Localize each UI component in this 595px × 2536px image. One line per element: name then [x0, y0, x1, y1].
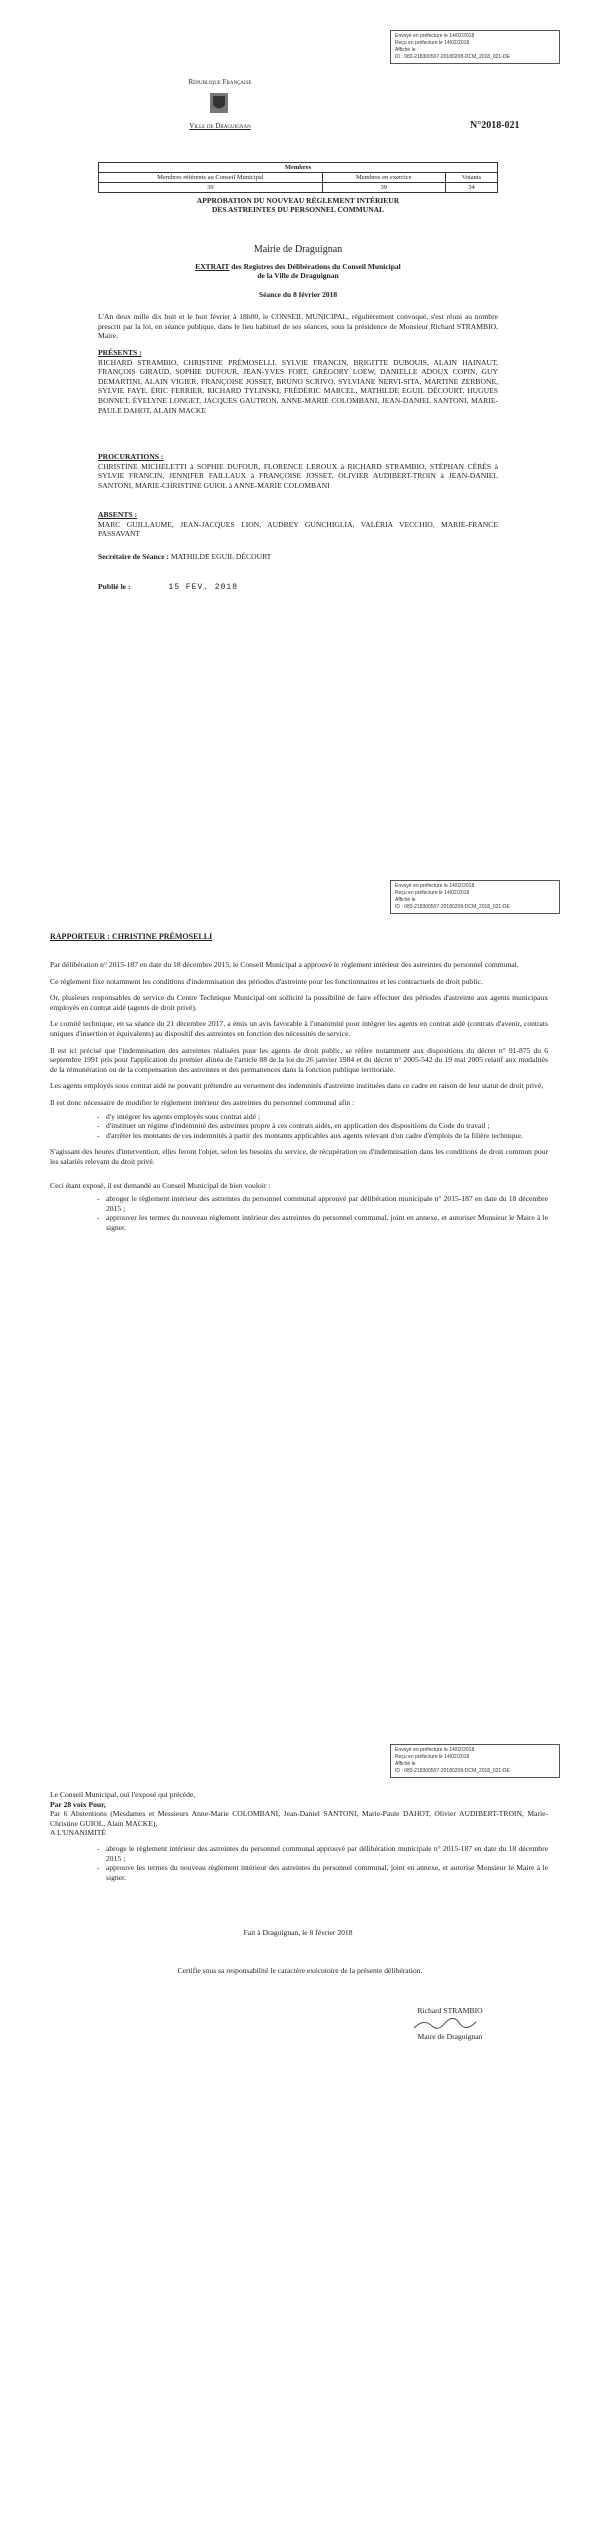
report-paragraph: Il est ici précisé que l'indemnisation des astreintes réalisées pour les agents de droit public, se réfère notamment aux dispositions du décret n° 91-875 du 6 septembre 1991 pris pour l'application du premier alinéa de l'article 88 de la loi du 26 janvier 1984 et du décret n° 2005-542 du 19 mai 2005 relatif aux modalités de la rémunération ou de la compensation des astreintes et des permanences dans la fonction publique territoriale.	[50, 1045, 548, 1074]
members-table	[98, 162, 498, 193]
publie-label: Publié le :	[98, 582, 131, 591]
decision-list	[90, 1844, 548, 1882]
certification-line: Certifie sous sa responsabilité le caractère exécutoire de la présente délibération.	[177, 1966, 423, 1975]
decision-line: Le Conseil Municipal, ouï l'exposé qui précède,	[50, 1790, 196, 1799]
stamp-id: ID : 083-218300507-20180208-DCM_2018_021-DE	[395, 1768, 510, 1774]
stamp-line: Affiché le	[395, 897, 416, 903]
members-header: Membres en exercice	[322, 173, 445, 183]
objectives-list	[90, 1112, 548, 1141]
stamp-id: ID : 083-218300507-20180208-DCM_2018_021-DE	[395, 904, 510, 910]
rapporteur-heading: RAPPORTEUR : CHRISTINE PRÉMOSELLI	[50, 932, 213, 941]
stamp-line: Reçu en préfecture le 14/02/2018	[395, 40, 470, 46]
report-paragraph: Par délibération n° 2015-187 en date du 18 décembre 2015, le Conseil Municipal a approuvé le règlement intérieur des astreintes du personnel communal.	[50, 960, 519, 969]
list-item: - approuver les termes du nouveau règlement intérieur des astreintes du personnel communal, joint en annexe, et autoriser Monsieur le Maire à le signer.	[106, 1213, 548, 1232]
secretaire-label: Secrétaire de Séance :	[98, 552, 169, 561]
members-value: 39	[322, 183, 445, 193]
report-paragraph: Or, plusieurs responsables de service du Centre Technique Municipal ont sollicité la possibilité de faire effectuer des périodes d'astreinte aux agents municipaux employés en contrat aidé (agents de droit privé).	[50, 993, 548, 1012]
list-item: - abroge le règlement intérieur des astreintes du personnel communal approuvé par délibération municipale n° 2015-187 en date du 18 décembre 2015 ;	[106, 1844, 548, 1863]
signer-name: Richard STRAMBIO	[417, 2006, 483, 2015]
list-item: - d'arrêter les montants de ces indemnités à partir des montants applicables aux agents relevant d'un cadre d'emplois de la filière technique.	[106, 1131, 548, 1141]
absents-section	[98, 510, 498, 539]
mairie-heading: Mairie de Draguignan	[253, 244, 343, 255]
publie-date-stamp: 15 FEV. 2018	[168, 583, 238, 592]
report-paragraph: S'agissant des heures d'intervention, elles feront l'objet, selon les besoins du service, de récupération ou d'indemnisation dans les conditions de droit commun pour les salariés relevant du droit privé.	[50, 1147, 548, 1166]
procurations-label: PROCURATIONS :	[98, 452, 164, 461]
members-caption: Membres	[99, 163, 498, 173]
prefecture-stamp	[390, 1744, 560, 1778]
publie-line	[98, 582, 498, 593]
report-paragraph: Il est donc nécessaire de modifier le règlement intérieur des astreintes du personnel communal afin :	[50, 1097, 355, 1107]
report-paragraph: Les agents employés sous contrat aidé ne pouvant prétendre au versement des indemnités d'astreinte instituées dans ce cadre en raison de leur statut de droit privé,	[50, 1081, 544, 1091]
members-header: Membres référents au Conseil Municipal	[99, 173, 323, 183]
report-body	[50, 960, 548, 1232]
report-paragraph: Ce règlement fixe notamment les conditions d'indemnisation des périodes d'astreinte pour les fonctionnaires et les contractuels de droit public.	[50, 976, 483, 986]
republic-label: République Française	[188, 78, 252, 86]
extrait-text-line2: de la Ville de Draguignan	[257, 271, 339, 280]
list-item: - d'y intégrer les agents employés sous contrat aidé ;	[106, 1112, 548, 1122]
secretaire-name: MATHILDE EGUIL DÉCOURT	[170, 552, 272, 561]
list-item: - approuve les termes du nouveau règlement intérieur des astreintes du personnel communal, joint en annexe, et autorise Monsieur le Maire à le signer.	[106, 1863, 548, 1882]
absents-label: ABSENTS :	[98, 510, 138, 519]
seance-date: Séance du 8 février 2018	[258, 290, 338, 299]
stamp-id: ID : 083-218300507-20180208-DCM_2018_021-DE	[395, 54, 510, 60]
signature-block	[380, 2006, 520, 2041]
procurations-list: CHRISTINE MICHELETTI à SOPHIE DUFOUR, FLORENCE LEROUX à RICHARD STRAMBIO, STÉPHAN CÉRÈS à SYLVIE FRANCIN, JENNIFER FAILLAUX à FRANÇOISE JOSSET, OLIVIER AUDIBERT-TROIN à JEAN-DANIEL SANTONI, MARIE-CHRISTINE GUIOL à ANNE-MARIE COLOMBANI	[98, 461, 498, 490]
unanimity-line: A L'UNANIMITÉ	[50, 1828, 106, 1838]
secretaire-line	[98, 552, 498, 562]
extrait-heading	[98, 262, 498, 280]
list-item: - d'instituer un régime d'indemnité des astreintes propre à ces contrats aidés, en application des dispositions du Code du travail ;	[106, 1121, 548, 1131]
deliberation-title	[98, 196, 498, 214]
prefecture-stamp	[390, 880, 560, 914]
report-paragraph: Le comité technique, en sa séance du 21 décembre 2017, a émis un avis favorable à l'unanimité pour intégrer les agents en contrat aidé (contrats d'avenir, contrats uniques d'insertion et équivalents) au dispositif des astreintes en fonction des nécessités de service.	[50, 1019, 548, 1038]
deliberation-number: N°2018-021	[470, 120, 520, 131]
title-line: DES ASTREINTES DU PERSONNEL COMMUNAL	[211, 205, 385, 214]
stamp-line: Reçu en préfecture le 14/02/2018	[395, 890, 470, 896]
abstentions: Par 6 Abstentions (Mesdames et Messieurs Anne-Marie COLOMBANI, Jean-Daniel SANTONI, Marie-Paule DAHOT, Olivier AUDIBERT-TROIN, Marie-Christine GUIOL, Alain MACKE),	[50, 1809, 548, 1828]
prefecture-stamp	[390, 30, 560, 64]
city-label: Ville de Draguignan	[189, 122, 251, 130]
stamp-line: Envoyé en préfecture le 14/02/2018	[395, 33, 475, 39]
fait-line: Fait à Draguignan, le 8 février 2018	[243, 1928, 353, 1937]
presents-section	[98, 348, 498, 415]
report-paragraph: Ceci étant exposé, il est demandé au Conseil Municipal de bien vouloir :	[50, 1180, 271, 1190]
intro-paragraph: L'An deux mille dix huit et le huit février à 18h00, le CONSEIL MUNICIPAL, régulièrement convoqué, s'est réuni au nombre prescrit par la loi, en séance publique, dans le lieu habituel de ses séances, sous la présidence de Monsieur Richard STRAMBIO, Maire.	[98, 312, 498, 341]
presents-label: PRÉSENTS :	[98, 348, 142, 357]
procurations-section	[98, 452, 498, 490]
requests-list	[90, 1194, 548, 1232]
absents-list: MARC GUILLAUME, JEAN-JACQUES LION, AUDREY GUNCHIGLIA, VALÉRIA VECCHIO, MARIE-FRANCE PASSAVANT	[98, 519, 498, 539]
handwritten-signature-icon	[410, 2018, 490, 2032]
stamp-line: Affiché le	[395, 1761, 416, 1767]
city-coat-of-arms-icon	[208, 92, 230, 114]
members-value: 34	[445, 183, 497, 193]
stamp-line: Envoyé en préfecture le 14/02/2018	[395, 1747, 475, 1753]
signer-title: Maire de Draguignan	[417, 2031, 483, 2041]
stamp-line: Reçu en préfecture le 14/02/2018	[395, 1754, 470, 1760]
votes-for: Par 28 voix Pour,	[50, 1799, 106, 1809]
title-line: APPROBATION DU NOUVEAU RÈGLEMENT INTÉRIEUR	[196, 196, 400, 205]
members-value: 39	[99, 183, 323, 193]
extrait-label: EXTRAIT	[195, 262, 230, 271]
stamp-line: Affiché le	[395, 47, 416, 53]
members-header: Votants	[445, 173, 497, 183]
list-item: - abroger le règlement intérieur des astreintes du personnel communal approuvé par délibération municipale n° 2015-187 en date du 18 décembre 2015 ;	[106, 1194, 548, 1213]
council-decision	[50, 1790, 548, 1882]
extrait-text: des Registres des Délibérations du Conseil Municipal	[231, 262, 401, 271]
stamp-line: Envoyé en préfecture le 14/02/2018	[395, 883, 475, 889]
presents-list: RICHARD STRAMBIO, CHRISTINE PRÉMOSELLI, SYLVIE FRANCIN, BRIGITTE DUBOUIS, ALAIN HAINAUT, FRANÇOIS GIRAUD, SOPHIE DUFOUR, JEAN-YVES FORT, GRÉGORY LOEW, DANIELLE ADOUX COPIN, GUY DEMARTINI, ALAIN VIGIER, FRANÇOISE JOSSET, BRUNO SCRIVO, SYLVIANE NERVI-SITA, MARTINE ZERBONE, SYLVIE FAYE, ÉRIC FERRIER, RICHARD TYLINSKI, FRÉDÉRIC MARCEL, MATHILDE EGUIL DÉCOURT, HUGUES BONNET, ÉVELYNE LONGET, JACQUES GAUTRON, ANNE-MARIE COLOMBANI, JEAN-DANIEL SANTONI, MARIE-PAULE DAHOT, ALAIN MACKE	[98, 357, 498, 415]
